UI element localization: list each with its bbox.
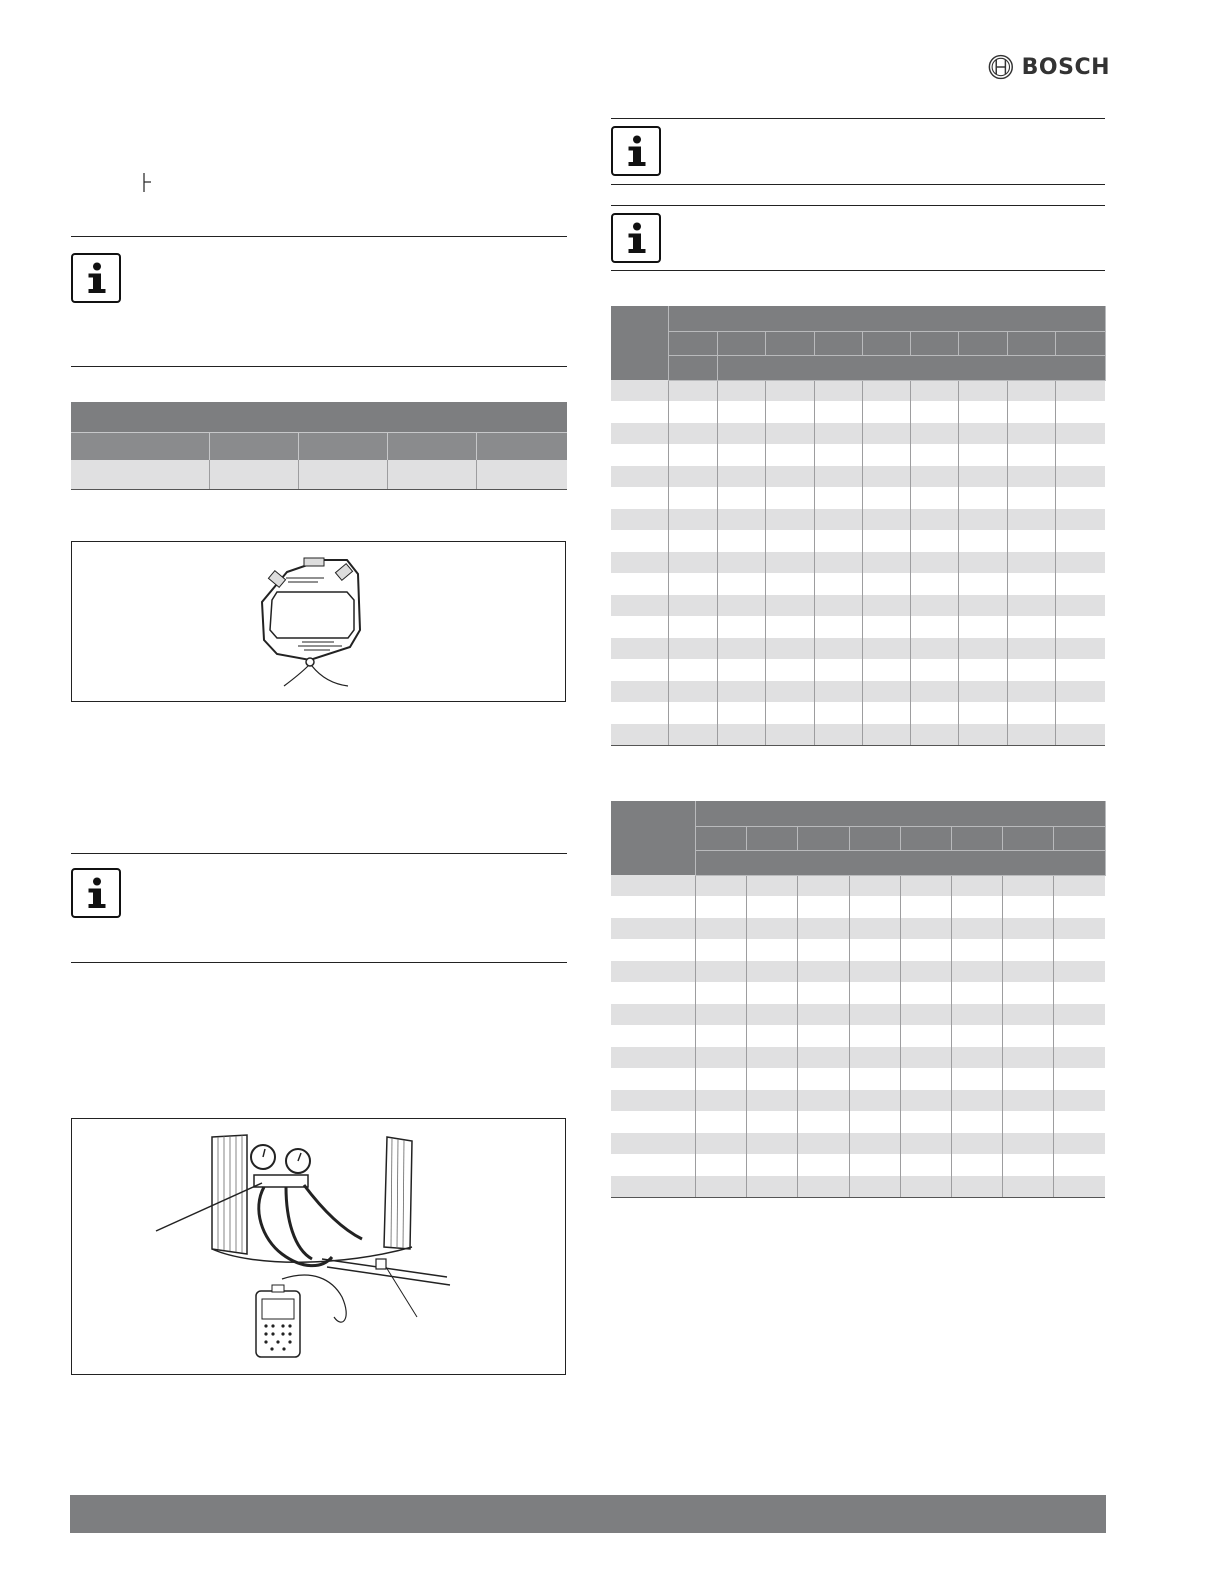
divider: [71, 962, 567, 963]
refrigerant-scale-illustration: [72, 542, 567, 703]
table-header: [71, 402, 567, 432]
divider: [611, 205, 1105, 206]
pressure-table-2: [611, 801, 1106, 1198]
bosch-logo: [988, 52, 1110, 82]
divider: [71, 236, 567, 237]
tree-mark: [140, 172, 154, 194]
info-icon: [611, 213, 661, 263]
divider: [611, 184, 1105, 185]
spec-table: [71, 402, 567, 490]
manifold-gauge-illustration: [72, 1119, 567, 1376]
info-icon: [71, 253, 121, 303]
figure-scale: [71, 541, 566, 702]
divider: [71, 853, 567, 854]
divider: [71, 366, 567, 367]
info-icon: [611, 126, 661, 176]
pressure-table-1: [611, 306, 1106, 746]
bosch-armature-icon: [988, 53, 1014, 81]
info-icon: [71, 868, 121, 918]
figure-gauge-setup: [71, 1118, 566, 1375]
brand-name: BOSCH: [1021, 54, 1110, 80]
divider: [611, 270, 1105, 271]
divider: [611, 118, 1105, 119]
footer-bar: [70, 1495, 1106, 1533]
